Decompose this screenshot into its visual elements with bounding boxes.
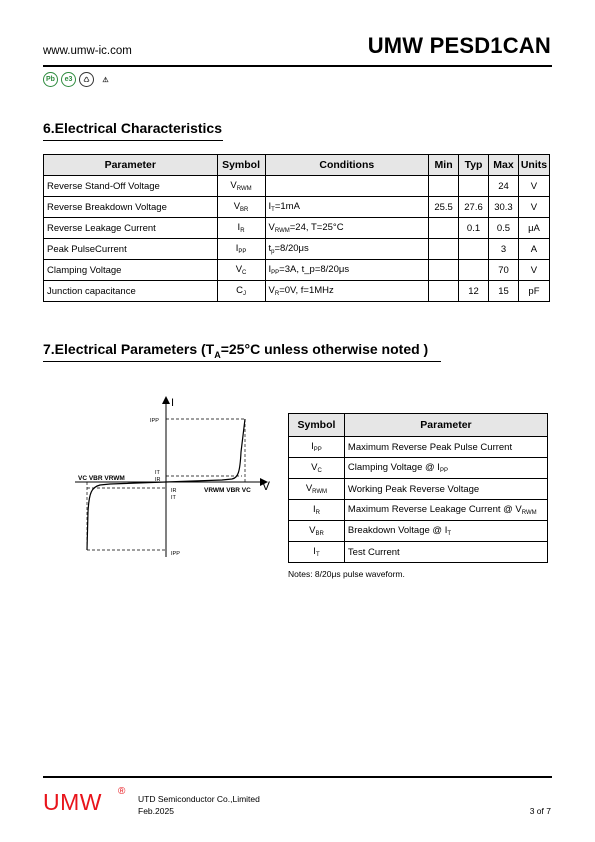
cell-min (429, 260, 459, 281)
table-row (44, 218, 550, 239)
table-row (44, 281, 550, 302)
cell-parameter (344, 458, 547, 479)
header-divider (43, 65, 552, 67)
symbol-subscript: RWM (236, 186, 252, 192)
condition-subscript: RWM (274, 228, 290, 234)
cell-min (429, 218, 459, 239)
parameter-symbol: I (437, 462, 440, 473)
cell-unit: A (518, 239, 549, 260)
col-header-conditions: Conditions (265, 155, 429, 176)
cell-conditions (265, 260, 429, 281)
cell-symbol (217, 176, 265, 197)
section-7-title-pre: 7.Electrical Parameters (T (43, 341, 215, 357)
left-voltage-labels: VC VBR VRWM (78, 475, 125, 482)
symbol-subscript: C (317, 468, 322, 474)
section-7-underline (43, 361, 441, 362)
ir-top-label: IR (155, 477, 161, 483)
table-row (289, 479, 548, 500)
condition-subscript: p (271, 249, 275, 255)
condition-subscript: PP (271, 270, 280, 276)
right-voltage-labels: VRWM VBR VC (204, 487, 251, 494)
cell-parameter: Clamping Voltage (44, 260, 218, 281)
table-header-row (289, 414, 548, 437)
umw-logo: UMW (43, 789, 102, 815)
symbol-subscript: BR (240, 207, 249, 213)
condition-rest: =3A, t_p=8/20μs (279, 264, 350, 275)
footer-divider (43, 776, 552, 778)
section-6-underline (43, 140, 223, 141)
parameter-symbol: V (515, 504, 522, 515)
condition-subscript: T (271, 207, 275, 213)
symbol-base: V (311, 462, 318, 473)
symbol-subscript: R (240, 228, 245, 234)
cell-max: 3 (489, 239, 519, 260)
condition-rest: =24, T=25°C (289, 222, 344, 233)
table-header-row (44, 155, 550, 176)
symbol-subscript: R (315, 510, 320, 516)
table-row (289, 521, 548, 542)
symbol-base: I (313, 546, 316, 557)
parameter-subscript: T (447, 531, 452, 537)
ir-bottom-label: IR (171, 488, 177, 494)
i-axis-arrow-icon (162, 396, 170, 404)
parameter-subscript: PP (439, 468, 448, 474)
cell-unit: pF (518, 281, 549, 302)
it-top-label: IT (155, 470, 160, 476)
condition-symbol: I (268, 201, 272, 212)
condition-rest: =1mA (274, 201, 300, 212)
cell-symbol (217, 197, 265, 218)
parameter-text: Maximum Reverse Leakage Current @ (347, 504, 516, 515)
cell-symbol (289, 500, 345, 521)
condition-rest: =0V, f=1MHz (279, 285, 334, 296)
it-bottom-label: IT (171, 495, 176, 501)
col-header-symbol: Symbol (289, 414, 345, 437)
table-row (289, 437, 548, 458)
table-row (289, 458, 548, 479)
condition-subscript: R (274, 291, 280, 297)
part-title: UMW PESD1CAN (367, 33, 551, 58)
ipp-bottom-label: IPP (171, 551, 180, 557)
section-7-title (43, 341, 428, 360)
cell-unit: μA (518, 218, 549, 239)
cell-conditions (265, 281, 429, 302)
symbol-base: I (312, 504, 316, 515)
cell-symbol (217, 260, 265, 281)
symbol-base: V (235, 264, 243, 275)
axis-i-label: I (171, 397, 175, 409)
cell-min (429, 176, 459, 197)
cell-typ (459, 239, 489, 260)
parameter-text: Breakdown Voltage @ (347, 525, 445, 536)
cell-min (429, 239, 459, 260)
table-row (44, 197, 550, 218)
document-date: Feb.2025 (138, 806, 174, 816)
symbol-subscript: PP (313, 447, 322, 453)
cell-max: 30.3 (489, 197, 519, 218)
symbol-base: I (311, 441, 314, 452)
section-6-title: 6.Electrical Characteristics (43, 120, 222, 136)
symbol-base: V (230, 180, 237, 191)
cell-symbol (289, 458, 345, 479)
iv-characteristic-diagram (70, 392, 285, 567)
table-row (289, 542, 548, 563)
cell-symbol (289, 542, 345, 563)
symbol-subscript: C (242, 270, 247, 276)
company-name: UTD Semiconductor Co.,Limited (138, 794, 260, 804)
col-header-parameter: Parameter (344, 414, 547, 437)
cell-parameter (344, 521, 547, 542)
cell-conditions (265, 218, 429, 239)
cell-conditions (265, 197, 429, 218)
cell-typ: 0.1 (459, 218, 489, 239)
cell-min (429, 281, 459, 302)
parameter-subscript: RWM (521, 510, 537, 516)
table-row (289, 500, 548, 521)
symbol-subscript: BR (315, 531, 324, 537)
cell-symbol (289, 521, 345, 542)
cell-conditions (265, 239, 429, 260)
rohs-halogen-icon: ♺ (79, 72, 94, 87)
cell-typ: 12 (459, 281, 489, 302)
col-header-min: Min (429, 155, 459, 176)
notes-text: Notes: 8/20μs pulse waveform. (288, 569, 405, 579)
col-header-units: Units (518, 155, 549, 176)
registered-mark: ® (118, 786, 126, 797)
col-header-max: Max (489, 155, 519, 176)
esd-sensitive-icon: ⚠ (102, 76, 109, 84)
cell-parameter: Peak PulseCurrent (44, 239, 218, 260)
symbol-base: V (309, 525, 316, 536)
parameter-symbol: I (444, 525, 448, 536)
electrical-parameters-table (288, 413, 548, 563)
cell-parameter: Reverse Stand-Off Voltage (44, 176, 218, 197)
axis-v-label: V (262, 479, 271, 493)
symbol-base: V (305, 483, 313, 494)
cell-typ (459, 176, 489, 197)
symbol-subscript: T (315, 552, 320, 558)
condition-rest: =8/20μs (274, 243, 309, 254)
symbol-subscript: PP (238, 249, 247, 255)
cell-parameter (344, 500, 547, 521)
col-header-symbol: Symbol (217, 155, 265, 176)
cell-parameter (344, 479, 547, 500)
cell-symbol (289, 437, 345, 458)
cell-symbol (217, 218, 265, 239)
cell-parameter: Junction capacitance (44, 281, 218, 302)
symbol-subscript: RWM (312, 489, 328, 495)
cell-min: 25.5 (429, 197, 459, 218)
ipp-top-label: IPP (150, 418, 159, 424)
cell-symbol (289, 479, 345, 500)
cell-max: 0.5 (489, 218, 519, 239)
parameter-text: Clamping Voltage @ (347, 462, 438, 473)
col-header-parameter: Parameter (44, 155, 218, 176)
col-header-typ: Typ (459, 155, 489, 176)
cell-parameter: Reverse Breakdown Voltage (44, 197, 218, 218)
table-row (44, 260, 550, 281)
cell-max: 24 (489, 176, 519, 197)
symbol-base: V (233, 201, 241, 212)
cell-unit: V (518, 197, 549, 218)
certification-icons (43, 72, 114, 87)
condition-symbol: V (268, 222, 275, 233)
cell-unit: V (518, 176, 549, 197)
section-7-title-sub: A (214, 349, 221, 360)
cell-symbol (217, 281, 265, 302)
cell-parameter (344, 542, 547, 563)
condition-symbol: I (268, 264, 272, 275)
cell-parameter: Reverse Leakage Current (44, 218, 218, 239)
table-row (44, 176, 550, 197)
page-number: 3 of 7 (529, 806, 551, 816)
cell-symbol (217, 239, 265, 260)
condition-symbol: V (268, 285, 275, 296)
cell-conditions (265, 176, 429, 197)
symbol-base: I (235, 243, 239, 254)
table-row (44, 239, 550, 260)
symbol-subscript: J (242, 291, 246, 297)
cell-max: 70 (489, 260, 519, 281)
cell-typ: 27.6 (459, 197, 489, 218)
parameter-text: Test Current (347, 546, 400, 558)
e3-icon: e3 (61, 72, 76, 87)
pb-free-icon: Pb (43, 72, 58, 87)
site-url[interactable]: www.umw-ic.com (43, 45, 132, 57)
electrical-characteristics-table (43, 154, 550, 302)
cell-max: 15 (489, 281, 519, 302)
cell-typ (459, 260, 489, 281)
symbol-base: I (237, 222, 241, 233)
symbol-base: C (236, 285, 243, 296)
cell-unit: V (518, 260, 549, 281)
section-7-title-post: =25°C unless otherwise noted ) (220, 341, 429, 357)
condition-symbol: t (268, 243, 272, 254)
cell-parameter (344, 437, 547, 458)
parameter-text: Working Peak Reverse Voltage (347, 483, 480, 495)
parameter-text: Maximum Reverse Peak Pulse Current (347, 441, 513, 453)
